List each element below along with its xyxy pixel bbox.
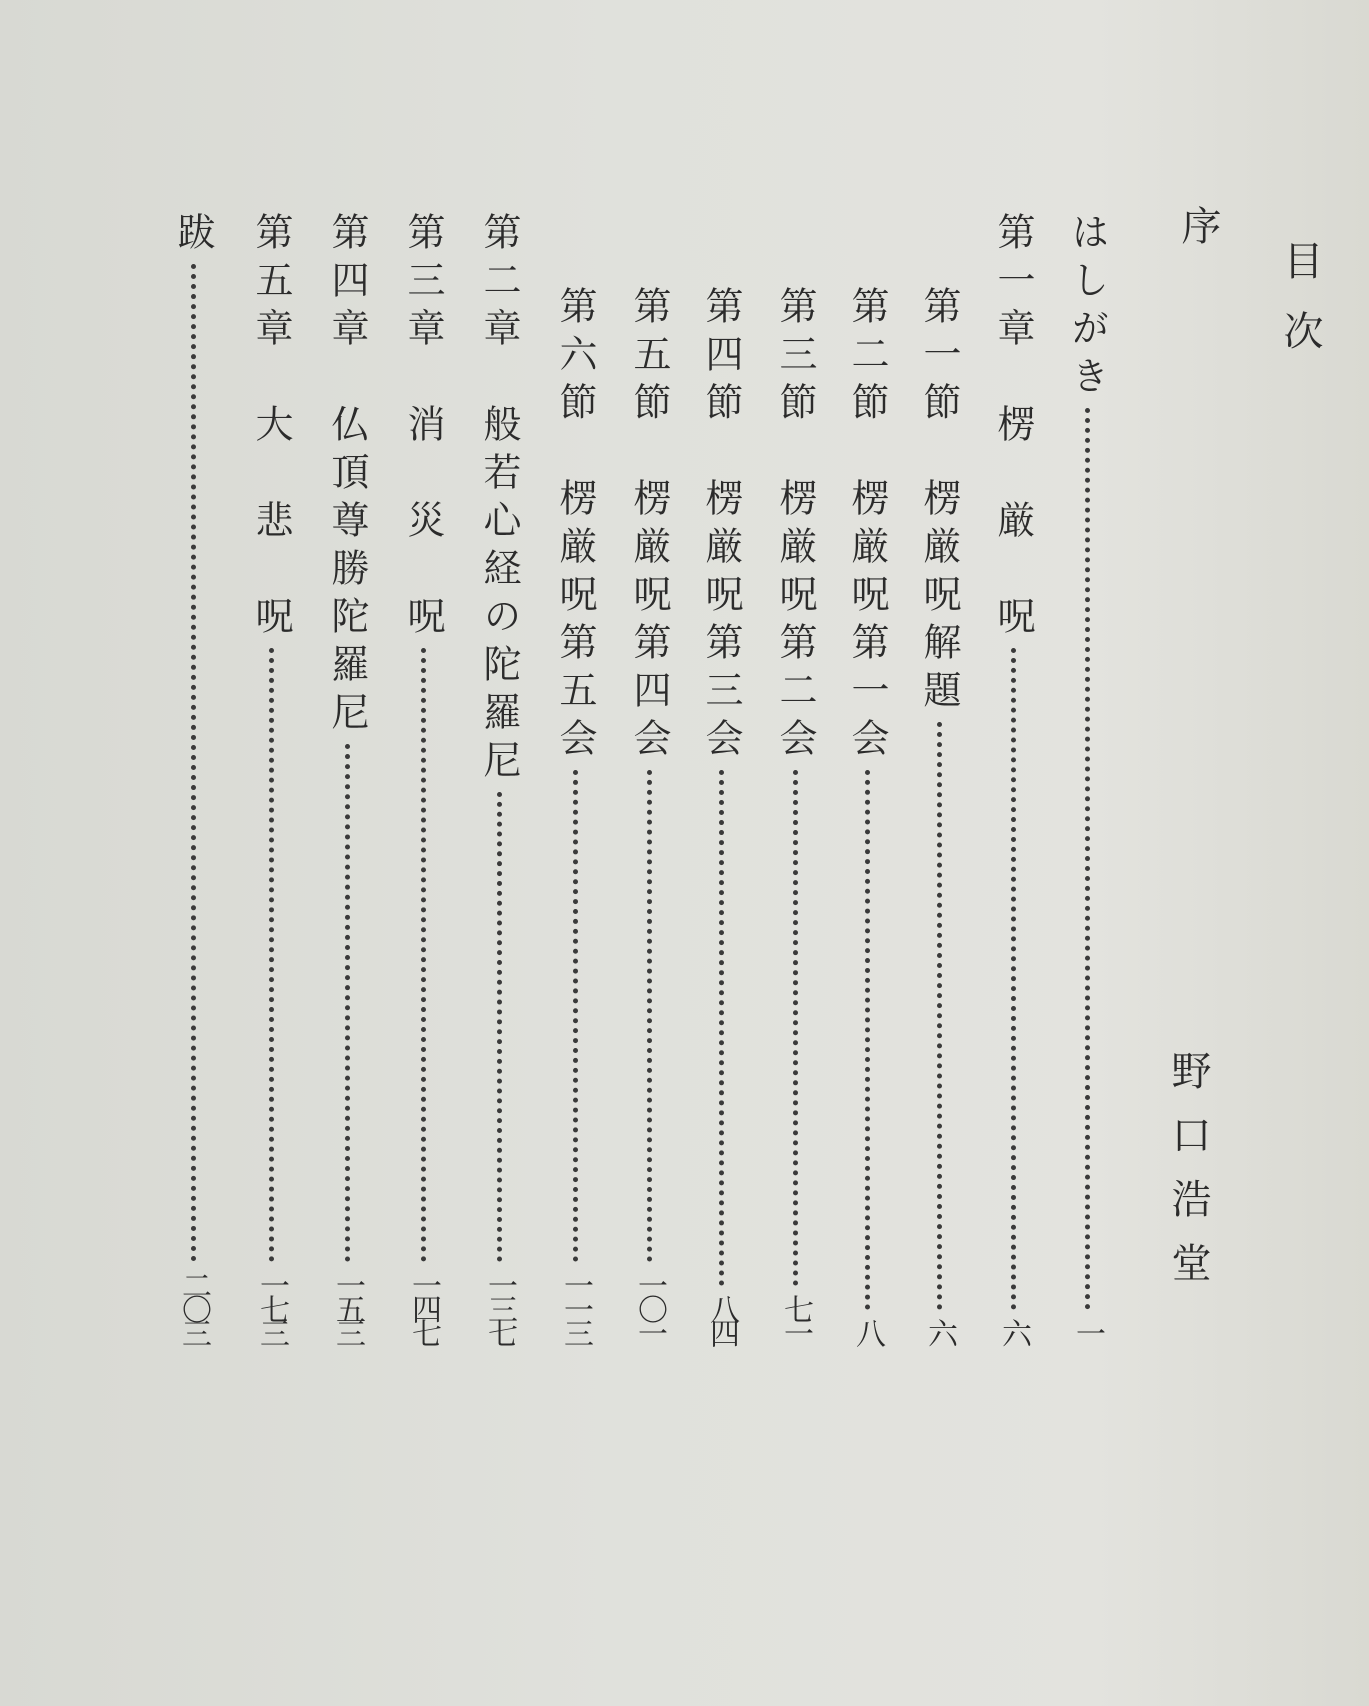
toc-entry-page: 二〇三 [176, 1270, 211, 1342]
dot-leader [1011, 648, 1016, 1310]
toc-entry-label: 第三節 楞厳呪第二会 [773, 286, 817, 766]
toc-entry[interactable] [773, 286, 817, 1342]
dot-leader [191, 264, 196, 1262]
toc-entry-label: 第六節 楞厳呪第五会 [553, 286, 597, 766]
dot-leader [937, 722, 942, 1310]
dot-leader [865, 770, 870, 1310]
toc-entry-label: 第四節 楞厳呪第三会 [699, 286, 743, 766]
dot-leader [719, 770, 724, 1286]
toc-entry-label: 第二章 般若心経の陀羅尼 [477, 212, 521, 788]
toc-entry-label: 第四章 仏頂尊勝陀羅尼 [325, 212, 369, 740]
toc-entry-page: 一四七 [406, 1270, 441, 1342]
toc-entry-label: 第一節 楞厳呪解題 [917, 286, 961, 718]
dot-leader [573, 770, 578, 1262]
toc-entry[interactable] [171, 212, 215, 1342]
dot-leader [647, 770, 652, 1262]
toc-entry-page: 六 [922, 1318, 957, 1342]
toc-entry[interactable] [401, 212, 445, 1342]
toc-entry-label: 第三章 消 災 呪 [401, 212, 445, 644]
toc-entry[interactable] [477, 212, 521, 1342]
dot-leader [269, 648, 274, 1262]
toc-entry-page: 一〇一 [632, 1270, 667, 1342]
toc-entry[interactable] [249, 212, 293, 1342]
toc-entry[interactable] [627, 286, 671, 1342]
toc-entry[interactable] [325, 212, 369, 1342]
toc-entry[interactable] [553, 286, 597, 1342]
toc-entry-label: 第五章 大 悲 呪 [249, 212, 293, 644]
toc-entry[interactable] [699, 286, 743, 1342]
toc-entry-page: 七一 [778, 1294, 813, 1342]
dot-leader [793, 770, 798, 1286]
preface-label: 序 [1175, 205, 1221, 245]
toc-entry[interactable] [1065, 212, 1109, 1342]
toc-entry-page: 八四 [704, 1294, 739, 1342]
toc-heading: 目次 [1277, 240, 1323, 380]
toc-entry[interactable] [917, 286, 961, 1342]
toc-entry-page: 一五三 [330, 1270, 365, 1342]
toc-entry-page: 一三七 [482, 1270, 517, 1342]
toc-entry-label: 第一章 楞 厳 呪 [991, 212, 1035, 644]
toc-entry-label: 第二節 楞厳呪第一会 [845, 286, 889, 766]
preface-author: 野口浩堂 [1165, 1050, 1211, 1306]
toc-entry[interactable] [991, 212, 1035, 1342]
toc-entry-page: 一 [1070, 1318, 1105, 1342]
toc-entry-page: 八 [850, 1318, 885, 1342]
toc-entry-label: 跋 [171, 212, 215, 260]
toc-entry-label: はしがき [1065, 212, 1109, 404]
dot-leader [497, 792, 502, 1262]
dot-leader [345, 744, 350, 1262]
toc-entry-page: 一七三 [254, 1270, 289, 1342]
dot-leader [421, 648, 426, 1262]
toc-entry-page: 六 [996, 1318, 1031, 1342]
toc-entry-page: 一一三 [558, 1270, 593, 1342]
dot-leader [1085, 408, 1090, 1310]
toc-entry[interactable] [845, 286, 889, 1342]
toc-entry-label: 第五節 楞厳呪第四会 [627, 286, 671, 766]
